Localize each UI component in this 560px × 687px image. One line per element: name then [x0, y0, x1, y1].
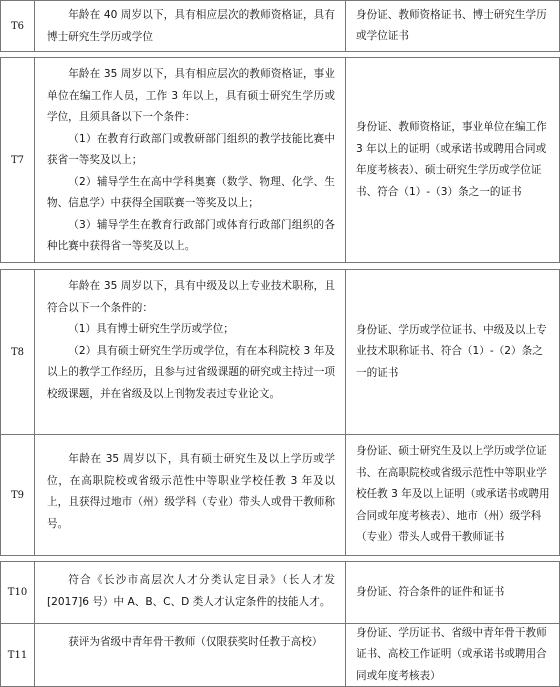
requirement-cell	[34, 623, 346, 687]
documents-text: 身份证、硕士研究生及以上学历或学位证书、在高职院校或省级示范性中等职业学校任教 3 年及以上证明（或承诺书或聘用合同或年度考核表）、地市（州）级学科（专业）带头人或骨干教师证书	[356, 445, 550, 544]
condition-2: （2）具有硕士研究生学历或学位，有在本科院校 3 年及以上的教学工作经历，且参与过省级课题的研究或主持过一项校级课题，并在省级及以上刊物发表过专业论文。	[47, 344, 335, 400]
requirement-text: 获评为省级中青年骨干教师（仅限获奖时任教于高校）	[68, 636, 323, 648]
row-id: T10	[0, 561, 35, 624]
documents-cell	[345, 0, 560, 52]
condition-1: （1）在教育行政部门或教研部门组织的教学技能比赛中获省一等奖及以上；	[47, 132, 335, 166]
requirement-text: 符合《长沙市高层次人才分类认定目录》（长人才发[2017]6 号）中 A、B、C、D 类人才认定条件的技能人才。	[47, 574, 335, 608]
table-row	[0, 623, 560, 687]
documents-cell	[345, 561, 560, 624]
documents-text: 身份证、学历或学位证书、中级及以上专业技术职称证书、符合（1）-（2）条之一的证书	[356, 323, 547, 379]
row-id: T8	[0, 269, 35, 435]
documents-text: 身份证、符合条件的证件和证书	[356, 585, 505, 598]
table-row	[0, 561, 560, 624]
requirement-cell	[34, 0, 346, 52]
table-row	[0, 57, 560, 263]
requirement-text: 年龄在 35 周岁以下，具有中级及以上专业技术职称，且符合以下一个条件的：	[47, 280, 335, 314]
condition-2: （2）辅导学生在高中学科奥赛（数学、物理、化学、生物、信息学）中获得全国联赛一等奖及以上；	[47, 175, 335, 209]
documents-text: 身份证、教师资格证书、博士研究生学历或学位证书	[356, 8, 547, 42]
condition-1: （1）具有博士研究生学历或学位；	[68, 323, 234, 335]
row-id: T7	[0, 57, 35, 263]
requirement-text: 年龄在 40 周岁以下，具有相应层次的教师资格证，具有博士研究生学历或学位	[47, 9, 335, 43]
documents-cell	[345, 269, 560, 435]
requirement-cell	[34, 561, 346, 624]
documents-cell	[345, 57, 560, 263]
condition-3: （3）辅导学生在教育行政部门或体育行政部门组织的各种比赛中获得省一等奖及以上。	[47, 218, 335, 252]
requirement-text: 年龄在 35 周岁以下，具有硕士研究生及以上学历或学位，在高职院校或省级示范性中等职业学校任教 3 年及以上，且获得过地市（州）级学科（专业）带头人或骨干教师称号。	[47, 453, 335, 530]
requirement-cell	[34, 57, 346, 263]
table-row	[0, 269, 560, 435]
row-id: T6	[0, 0, 35, 52]
documents-cell	[345, 623, 560, 687]
table-row	[0, 0, 560, 52]
requirement-text: 年龄在 35 周岁以下，具有相应层次的教师资格证，事业单位在编工作人员，工作 3 年以上，具有硕士研究生学历或学位，且须具备以下一个条件：	[47, 68, 335, 123]
requirement-cell	[34, 434, 346, 556]
documents-cell	[345, 434, 560, 556]
documents-text: 身份证、学历证书、省级中青年骨干教师证书、高校工作证明（或承诺书或聘用合同或年度考核表）	[356, 626, 547, 682]
documents-text: 身份证、教师资格证，事业单位在编工作 3 年以上的证明（或承诺书或聘用合同或年度考核表）、硕士研究生学历或学位证书、符合（1）-（3）条之一的证书	[356, 121, 547, 198]
row-id: T11	[0, 623, 35, 687]
row-id: T9	[0, 434, 35, 556]
table-row	[0, 434, 560, 556]
requirement-cell	[34, 269, 346, 435]
